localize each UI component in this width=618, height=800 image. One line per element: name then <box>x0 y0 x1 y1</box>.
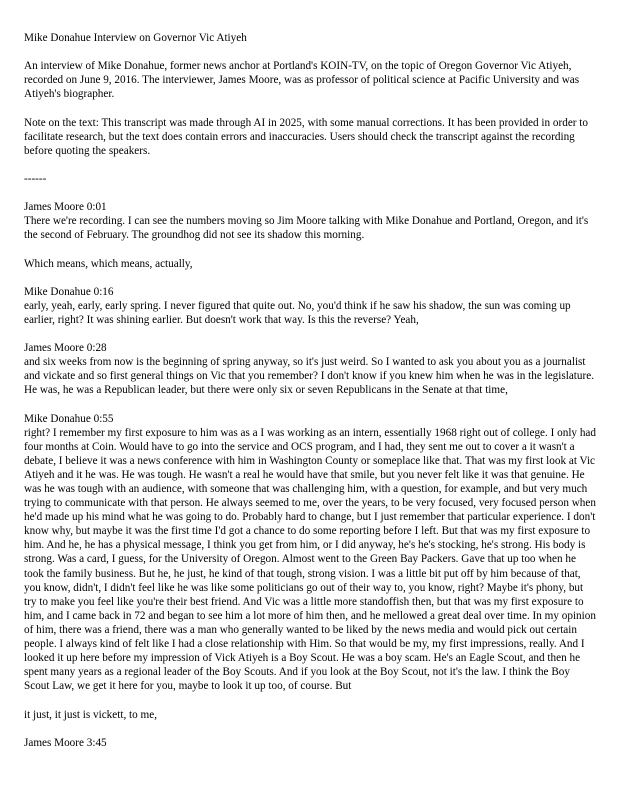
note-paragraph: Note on the text: This transcript was made through AI in 2025, with some manual corrections. It has been provided in order to facilitate research, but the text does contain errors and inaccuracies. Users should check the transcript against the recording before quoting the speakers. <box>24 116 589 157</box>
speaker-label: James Moore 0:28 <box>24 342 107 355</box>
speech-text: right? I remember my first exposure to him was as a I was working as an intern, essentially 1968 right out of college. I only had four months at Coin. Would have to go into the service and OCS program, and I had, they sent me out to cover a it wasn't a debate, I believe it was a news conference with him in Washington County or someplace like that. That was my first look at Vic Atiyeh and it he was. He was tough. He wasn't a real he would have that smile, but you never felt like it was that genuine. He was he was tough with an audience, with someone that was challenging him, with a question, for example, and but very much trying to communicate with that person. He always seemed to me, over the years, to be very focused, very focused person when he'd made up his mind what he was going to do. Probably hard to change, but I just remember that particular experience. I don't know why, but maybe it was the first time I'd got a chance to do some reporting before I left. But that was my first exposure to him. And he, he has a physical message, I think you get from him, or I did anyway, he's he's stocking, he's strong. His body is strong. Was a card, I guess, for the University of Oregon. Almost went to the Green Bay Packers. Gave that up too when he took the family business. But he, he just, he kind of that tough, strong vision. I was a little bit put off by him because of that, you know, didn't, I didn't feel like he was like some politicians go out of their way to, you know, right? Maybe it's phony, but try to make you feel like you're their best friend. And Vic was a little more standoffish then, but that was my first exposure to him, and I came back in 72 and began to see him a lot more of him then, and he mellowed a great deal over time. In my opinion of him, there was a friend, there was a man who generally wanted to be liked by the news media and would pick out certain people. I always kind of felt like I had a close relationship with Him. So that would be my, my first impressions, really. And I looked it up here before my impression of Vick Atiyeh is a Boy Scout. He was a boy scam. He's an Eagle Scout, and then he spent many years as a regional leader of the Boy Scouts. And if you look at the Boy Scout, not it's the law. I think the Boy Scout Law, we get it here for you, maybe to look it up too, of course. But <box>24 426 596 693</box>
speaker-label: James Moore 0:01 <box>24 201 107 214</box>
speaker-label: Mike Donahue 0:55 <box>24 412 114 425</box>
speech-text: early, yeah, early, early spring. I never figured that quite out. No, you'd think if he saw his shadow, the sun was coming up earlier, right? It was shining earlier. But doesn't work that way. Is this the reverse? Yeah, <box>24 299 571 326</box>
intro-paragraph: An interview of Mike Donahue, former news anchor at Portland's KOIN-TV, on the topic of Oregon Governor Vic Atiyeh, recorded on June 9, 2016. The interviewer, James Moore, was as professor of political science at Pacific University and was Atiyeh's biographer. <box>24 60 580 101</box>
speech-text: and six weeks from now is the beginning of spring anyway, so it's just weird. So I wanted to ask you about you as a journalist and vickate and so first general things on Vic that you remember? I don't know if you knew him when he was in the legislature. He was, he was a Republican leader, but there were only six or seven Republicans in the Senate at that time, <box>24 356 594 397</box>
speech-text: it just, it just is vickett, to me, <box>24 708 158 721</box>
document-title: Mike Donahue Interview on Governor Vic Atiyeh <box>24 32 247 44</box>
speaker-label: James Moore 3:45 <box>24 736 107 749</box>
speech-text: Which means, which means, actually, <box>24 257 193 270</box>
separator-line: ------ <box>24 172 47 185</box>
speech-text: There we're recording. I can see the numbers moving so Jim Moore talking with Mike Donahue and Portland, Oregon, and it's the second of February. The groundhog did not see its shadow this morning. <box>24 215 589 242</box>
speaker-label: Mike Donahue 0:16 <box>24 285 114 298</box>
